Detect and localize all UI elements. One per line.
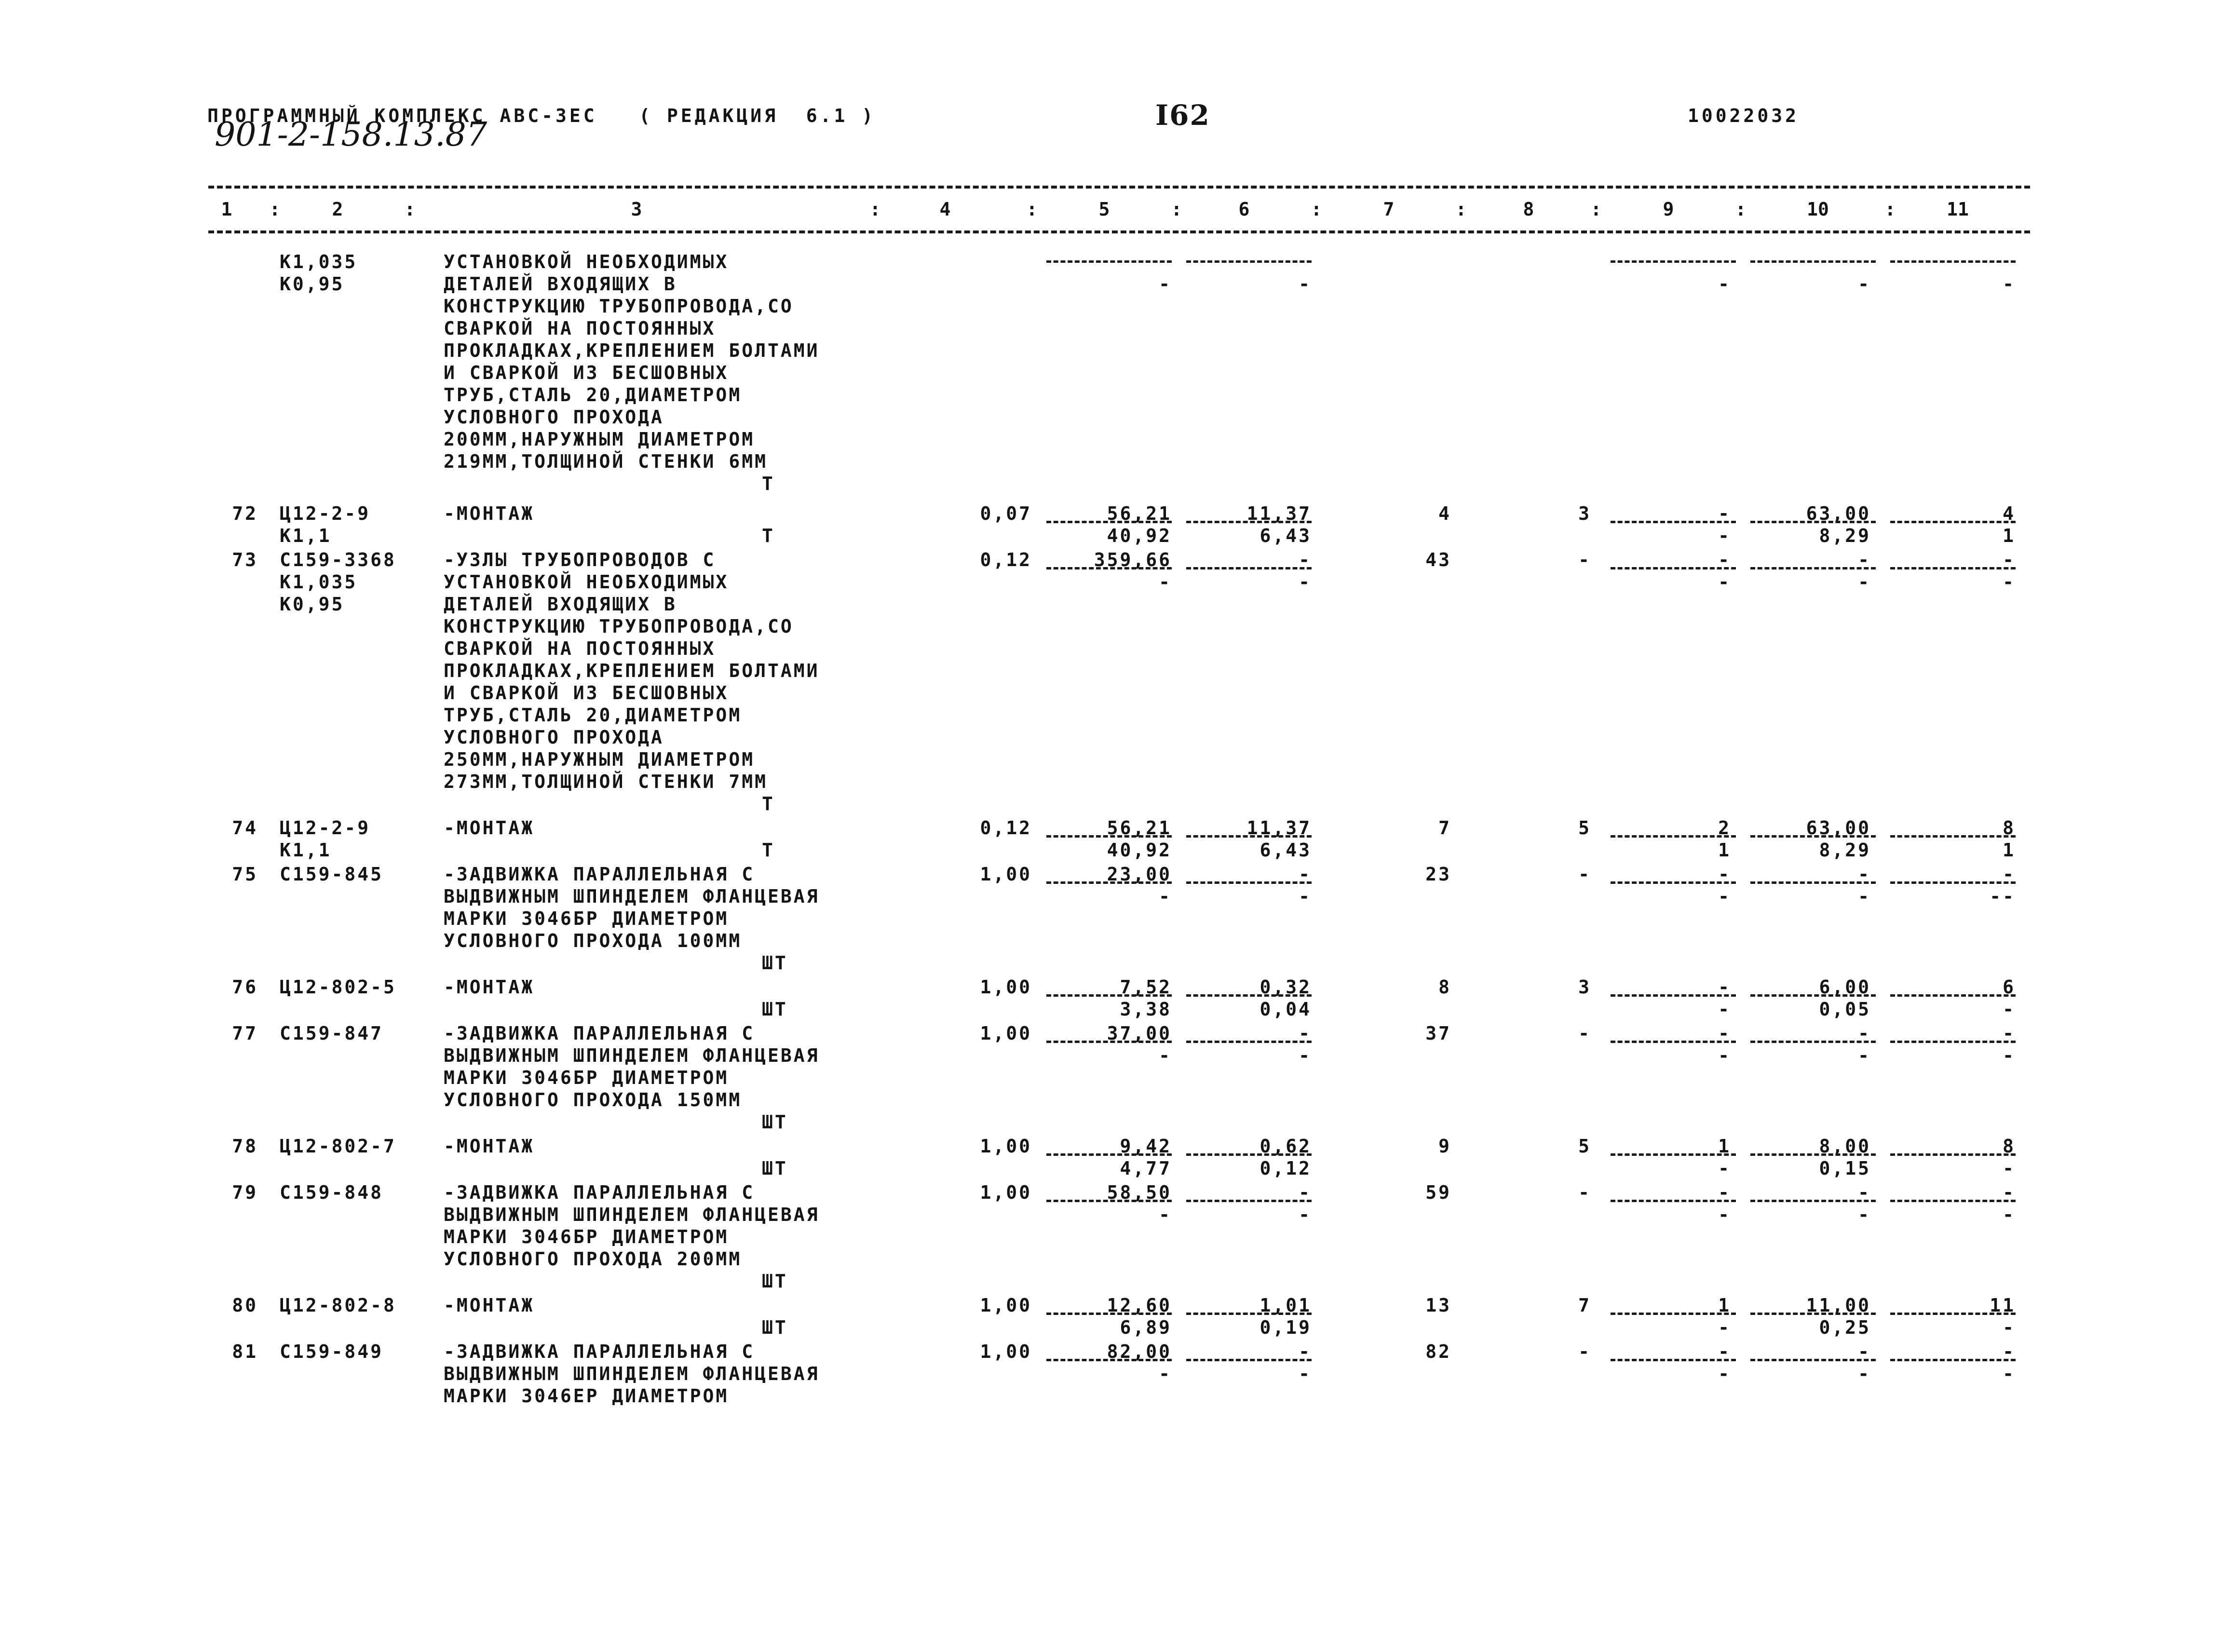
row-description: И СВАРКОЙ ИЗ БЕСШОВНЫХ <box>444 362 729 383</box>
row-code: Ц12-2-9 <box>280 817 371 839</box>
cell-c6b: - <box>1299 1204 1312 1225</box>
cell-underline-c9 <box>1611 1313 1736 1315</box>
row-description: ПРОКЛАДКАХ,КРЕПЛЕНИЕМ БОЛТАМИ <box>444 340 820 361</box>
column-header-1: 1 <box>221 199 232 220</box>
cell-c5b: - <box>1159 1045 1172 1066</box>
cell-c6: - <box>1299 1182 1312 1203</box>
cell-underline-c5 <box>1046 1041 1172 1043</box>
row-description: МАРКИ 3046БР ДИАМЕТРОМ <box>444 1226 729 1247</box>
cell-c4: 0,07 <box>980 503 1032 524</box>
cell-c10b: 0,15 <box>1819 1158 1871 1179</box>
cell-c9b: - <box>1718 1158 1731 1179</box>
cell-c9: - <box>1718 1023 1731 1044</box>
cell-underline-c6 <box>1186 1153 1312 1156</box>
cell-underline-c11 <box>1890 260 2016 263</box>
cell-c6b: 6,43 <box>1259 840 1312 861</box>
row-number: 78 <box>232 1136 258 1157</box>
cell-c11b: - <box>2003 273 2016 295</box>
cell-c11: - <box>2003 1341 2016 1362</box>
row-code: К1,035 <box>280 251 358 272</box>
row-description: УСЛОВНОГО ПРОХОДА 150ММ <box>444 1089 742 1110</box>
column-separator: : <box>404 199 416 220</box>
cell-c5b: 6,89 <box>1120 1317 1172 1338</box>
cell-underline-c10 <box>1750 835 1876 838</box>
cell-c9b: - <box>1718 1317 1731 1338</box>
row-description: -МОНТАЖ <box>444 976 535 998</box>
cell-underline-c5 <box>1046 567 1172 569</box>
cell-c7: 43 <box>1425 549 1451 570</box>
program-header: ПРОГРАММНЫЙ КОМПЛЕКС АВС-ЗЕС ( РЕДАКЦИЯ 6.1 ) <box>207 105 876 126</box>
cell-c5b: 40,92 <box>1107 525 1172 546</box>
cell-c4: 1,00 <box>980 976 1032 998</box>
row-description: 273ММ,ТОЛЩИНОЙ СТЕНКИ 7ММ <box>444 771 768 792</box>
row-number: 75 <box>232 864 258 885</box>
row-description: -ЗАДВИЖКА ПАРАЛЛЕЛЬНАЯ С <box>444 1182 755 1203</box>
cell-c11: - <box>2003 1182 2016 1203</box>
cell-underline-c9 <box>1611 881 1736 884</box>
cell-c6b: 0,12 <box>1259 1158 1312 1179</box>
cell-c11: 11 <box>1990 1295 2016 1316</box>
cell-c10: - <box>1858 1182 1871 1203</box>
cell-c4: 1,00 <box>980 1295 1032 1316</box>
cell-c10: - <box>1858 1023 1871 1044</box>
cell-underline-c9 <box>1611 1200 1736 1202</box>
cell-c9b: - <box>1718 1363 1731 1384</box>
cell-underline-c11 <box>1890 1359 2016 1361</box>
cell-underline-c6 <box>1186 260 1312 263</box>
row-code: С159-845 <box>280 864 384 885</box>
cell-c9: - <box>1718 549 1731 570</box>
row-description: ВЫДВИЖНЫМ ШПИНДЕЛЕМ ФЛАНЦЕВАЯ <box>444 1045 820 1066</box>
row-description: ВЫДВИЖНЫМ ШПИНДЕЛЕМ ФЛАНЦЕВАЯ <box>444 1363 820 1384</box>
row-description: КОНСТРУКЦИЮ ТРУБОПРОВОДА,СО <box>444 616 794 637</box>
cell-underline-c9 <box>1611 1359 1736 1361</box>
cell-underline-c11 <box>1890 994 2016 997</box>
cell-c5: 9,42 <box>1120 1136 1172 1157</box>
cell-c4: 0,12 <box>980 817 1032 839</box>
cell-c10: - <box>1858 864 1871 885</box>
row-unit: Т <box>762 525 775 546</box>
row-unit: ШТ <box>762 1158 788 1179</box>
cell-c5: 56,21 <box>1107 503 1172 524</box>
row-number: 73 <box>232 549 258 570</box>
row-unit: Т <box>762 840 775 861</box>
row-description: УСЛОВНОГО ПРОХОДА 200ММ <box>444 1248 742 1270</box>
row-code: С159-848 <box>280 1182 384 1203</box>
row-description: МАРКИ 3046ЕР ДИАМЕТРОМ <box>444 1385 729 1407</box>
cell-c4: 1,00 <box>980 864 1032 885</box>
row-description: ДЕТАЛЕЙ ВХОДЯЩИХ В <box>444 273 677 295</box>
row-code-coefficient: К1,1 <box>280 840 332 861</box>
cell-underline-c10 <box>1750 1200 1876 1202</box>
cell-c11b: - <box>2003 1317 2016 1338</box>
cell-underline-c5 <box>1046 1200 1172 1202</box>
cell-underline-c6 <box>1186 567 1312 569</box>
cell-c5b: - <box>1159 1363 1172 1384</box>
cell-underline-c11 <box>1890 1200 2016 1202</box>
row-description: -УЗЛЫ ТРУБОПРОВОДОВ С <box>444 549 716 570</box>
cell-underline-c11 <box>1890 881 2016 884</box>
cell-c4: 1,00 <box>980 1182 1032 1203</box>
cell-c11: 6 <box>2003 976 2016 998</box>
cell-c9b: - <box>1718 1045 1731 1066</box>
cell-c5: 12,60 <box>1107 1295 1172 1316</box>
cell-c10b: 8,29 <box>1819 525 1871 546</box>
row-number: 77 <box>232 1023 258 1044</box>
cell-underline-c11 <box>1890 1041 2016 1043</box>
cell-c4: 0,12 <box>980 549 1032 570</box>
cell-c8: 3 <box>1578 976 1591 998</box>
cell-underline-c6 <box>1186 1200 1312 1202</box>
row-description: СВАРКОЙ НА ПОСТОЯННЫХ <box>444 638 716 659</box>
cell-c6: - <box>1299 1023 1312 1044</box>
row-number: 72 <box>232 503 258 524</box>
cell-underline-c11 <box>1890 521 2016 523</box>
document-code: 10022032 <box>1688 105 1800 126</box>
row-description: ПРОКЛАДКАХ,КРЕПЛЕНИЕМ БОЛТАМИ <box>444 660 820 681</box>
cell-c6: 11,37 <box>1246 503 1312 524</box>
cell-c9: - <box>1718 864 1731 885</box>
cell-c9: 1 <box>1718 1136 1731 1157</box>
row-code-coefficient: К1,035 <box>280 571 358 593</box>
cell-c6: 0,62 <box>1259 1136 1312 1157</box>
cell-c10b: - <box>1858 1363 1871 1384</box>
column-header-4: 4 <box>939 199 951 220</box>
cell-underline-c11 <box>1890 567 2016 569</box>
cell-c5b: - <box>1159 571 1172 593</box>
row-unit: ШТ <box>762 1111 788 1133</box>
column-separator: : <box>1026 199 1038 220</box>
cell-c10b: - <box>1858 273 1871 295</box>
cell-c4: 1,00 <box>980 1136 1032 1157</box>
cell-c10b: - <box>1858 1045 1871 1066</box>
cell-c9b: - <box>1718 571 1731 593</box>
row-code: К0,95 <box>280 273 345 295</box>
cell-c5: 82,00 <box>1107 1341 1172 1362</box>
cell-c6b: 6,43 <box>1259 525 1312 546</box>
cell-c6b: 0,04 <box>1259 999 1312 1020</box>
cell-c9: 1 <box>1718 1295 1731 1316</box>
row-description: ТРУБ,СТАЛЬ 20,ДИАМЕТРОМ <box>444 384 742 406</box>
row-number: 76 <box>232 976 258 998</box>
cell-c10b: 0,25 <box>1819 1317 1871 1338</box>
cell-c9: 2 <box>1718 817 1731 839</box>
cell-c11: - <box>2003 864 2016 885</box>
cell-c8: - <box>1578 1023 1591 1044</box>
cell-c10: - <box>1858 1341 1871 1362</box>
cell-c11: 4 <box>2003 503 2016 524</box>
cell-underline-c5 <box>1046 1153 1172 1156</box>
cell-c5b: 40,92 <box>1107 840 1172 861</box>
cell-underline-c9 <box>1611 994 1736 997</box>
cell-underline-c6 <box>1186 1041 1312 1043</box>
column-separator: : <box>1311 199 1322 220</box>
cell-underline-c5 <box>1046 881 1172 884</box>
cell-c5b: 4,77 <box>1120 1158 1172 1179</box>
row-code: Ц12-802-7 <box>280 1136 396 1157</box>
column-separator: : <box>1171 199 1182 220</box>
row-code-coefficient: К0,95 <box>280 594 345 615</box>
cell-c8: - <box>1578 864 1591 885</box>
row-unit: Т <box>762 473 775 494</box>
cell-c5: 58,50 <box>1107 1182 1172 1203</box>
cell-c5b: - <box>1159 273 1172 295</box>
row-description: ДЕТАЛЕЙ ВХОДЯЩИХ В <box>444 594 677 615</box>
cell-c6: - <box>1299 549 1312 570</box>
cell-c7: 4 <box>1438 503 1451 524</box>
cell-c11b: - <box>2003 571 2016 593</box>
row-description: МАРКИ 3046БР ДИАМЕТРОМ <box>444 1067 729 1088</box>
page-number: I62 <box>1155 99 1210 132</box>
cell-c5: 23,00 <box>1107 864 1172 885</box>
row-description: -МОНТАЖ <box>444 503 535 524</box>
cell-c5: 37,00 <box>1107 1023 1172 1044</box>
cell-underline-c11 <box>1890 1313 2016 1315</box>
cell-underline-c6 <box>1186 881 1312 884</box>
cell-underline-c5 <box>1046 835 1172 838</box>
cell-c7: 9 <box>1438 1136 1451 1157</box>
cell-c7: 7 <box>1438 817 1451 839</box>
column-separator: : <box>1590 199 1602 220</box>
cell-c11b: 1 <box>2003 840 2016 861</box>
row-code: Ц12-802-5 <box>280 976 396 998</box>
column-header-7: 7 <box>1383 199 1395 220</box>
cell-underline-c10 <box>1750 260 1876 263</box>
cell-c6b: 0,19 <box>1259 1317 1312 1338</box>
cell-underline-c6 <box>1186 835 1312 838</box>
column-header-5: 5 <box>1098 199 1110 220</box>
row-code-coefficient: К1,1 <box>280 525 332 546</box>
row-description: -МОНТАЖ <box>444 1136 535 1157</box>
cell-c5b: - <box>1159 886 1172 907</box>
cell-c10: 63,00 <box>1806 503 1871 524</box>
cell-c10: 6,00 <box>1819 976 1871 998</box>
row-code: Ц12-802-8 <box>280 1295 396 1316</box>
cell-c10b: - <box>1858 1204 1871 1225</box>
cell-c6b: - <box>1299 571 1312 593</box>
cell-underline-c10 <box>1750 1041 1876 1043</box>
cell-c6: 0,32 <box>1259 976 1312 998</box>
cell-c6: 11,37 <box>1246 817 1312 839</box>
cell-c8: 5 <box>1578 1136 1591 1157</box>
cell-underline-c9 <box>1611 521 1736 523</box>
cell-c6b: - <box>1299 1045 1312 1066</box>
cell-c10: 11,00 <box>1806 1295 1871 1316</box>
column-header-10: 10 <box>1807 199 1829 220</box>
row-description: УСЛОВНОГО ПРОХОДА <box>444 406 664 428</box>
cell-c11: 8 <box>2003 817 2016 839</box>
cell-c8: - <box>1578 1182 1591 1203</box>
cell-c11: - <box>2003 1023 2016 1044</box>
column-header-2: 2 <box>332 199 343 220</box>
column-header-9: 9 <box>1663 199 1674 220</box>
cell-c6: - <box>1299 864 1312 885</box>
cell-underline-c10 <box>1750 881 1876 884</box>
row-description: -ЗАДВИЖКА ПАРАЛЛЕЛЬНАЯ С <box>444 864 755 885</box>
cell-underline-c5 <box>1046 260 1172 263</box>
cell-underline-c9 <box>1611 1153 1736 1156</box>
cell-c5: 359,66 <box>1094 549 1172 570</box>
cell-c11: 8 <box>2003 1136 2016 1157</box>
row-description: -ЗАДВИЖКА ПАРАЛЛЕЛЬНАЯ С <box>444 1341 755 1362</box>
row-description: СВАРКОЙ НА ПОСТОЯННЫХ <box>444 318 716 339</box>
row-description: КОНСТРУКЦИЮ ТРУБОПРОВОДА,СО <box>444 296 794 317</box>
row-code: С159-3368 <box>280 549 396 570</box>
cell-c4: 1,00 <box>980 1023 1032 1044</box>
cell-c6: 1,01 <box>1259 1295 1312 1316</box>
cell-c10: - <box>1858 549 1871 570</box>
cell-c5b: 3,38 <box>1120 999 1172 1020</box>
cell-c11b: - <box>2003 1204 2016 1225</box>
cell-underline-c9 <box>1611 835 1736 838</box>
cell-c9: - <box>1718 1341 1731 1362</box>
column-separator: : <box>269 199 281 220</box>
row-description: 219ММ,ТОЛЩИНОЙ СТЕНКИ 6ММ <box>444 451 768 472</box>
cell-underline-c6 <box>1186 1313 1312 1315</box>
cell-c10b: - <box>1858 886 1871 907</box>
cell-underline-c6 <box>1186 1359 1312 1361</box>
cell-c9: - <box>1718 976 1731 998</box>
row-number: 80 <box>232 1295 258 1316</box>
column-header-6: 6 <box>1238 199 1250 220</box>
cell-underline-c6 <box>1186 521 1312 523</box>
cell-c9b: - <box>1718 525 1731 546</box>
handwritten-reference: 901-2-158.13.87 <box>215 116 488 154</box>
cell-c9b: 1 <box>1718 840 1731 861</box>
cell-c10b: 8,29 <box>1819 840 1871 861</box>
cell-c8: 5 <box>1578 817 1591 839</box>
cell-underline-c10 <box>1750 1313 1876 1315</box>
cell-underline-c5 <box>1046 1359 1172 1361</box>
row-description: ВЫДВИЖНЫМ ШПИНДЕЛЕМ ФЛАНЦЕВАЯ <box>444 1204 820 1225</box>
column-header-3: 3 <box>631 199 642 220</box>
cell-c11b: 1 <box>2003 525 2016 546</box>
cell-underline-c10 <box>1750 521 1876 523</box>
cell-c6: - <box>1299 1341 1312 1362</box>
cell-c10b: 0,05 <box>1819 999 1871 1020</box>
row-number: 74 <box>232 817 258 839</box>
row-number: 81 <box>232 1341 258 1362</box>
row-description: МАРКИ 3046БР ДИАМЕТРОМ <box>444 908 729 929</box>
column-separator: : <box>1735 199 1747 220</box>
cell-c9: - <box>1718 503 1731 524</box>
cell-c6b: - <box>1299 886 1312 907</box>
cell-c9b: - <box>1718 1204 1731 1225</box>
cell-c10b: - <box>1858 571 1871 593</box>
column-separator: : <box>1455 199 1467 220</box>
cell-c7: 8 <box>1438 976 1451 998</box>
cell-c7: 82 <box>1425 1341 1451 1362</box>
column-separator: : <box>869 199 881 220</box>
cell-c11b: - <box>2003 999 2016 1020</box>
cell-c9b: - <box>1718 273 1731 295</box>
cell-c10: 8,00 <box>1819 1136 1871 1157</box>
cell-c11b: - <box>2003 1045 2016 1066</box>
cell-c11b: -- <box>1990 886 2016 907</box>
column-separator: : <box>1884 199 1896 220</box>
cell-c11: - <box>2003 549 2016 570</box>
cell-c6b: - <box>1299 273 1312 295</box>
cell-c5: 7,52 <box>1120 976 1172 998</box>
cell-underline-c11 <box>1890 835 2016 838</box>
cell-underline-c10 <box>1750 567 1876 569</box>
row-description: И СВАРКОЙ ИЗ БЕСШОВНЫХ <box>444 682 729 704</box>
cell-c8: 3 <box>1578 503 1591 524</box>
cell-underline-c5 <box>1046 1313 1172 1315</box>
cell-underline-c9 <box>1611 1041 1736 1043</box>
row-unit: ШТ <box>762 1317 788 1338</box>
cell-c11b: - <box>2003 1363 2016 1384</box>
cell-underline-c10 <box>1750 1359 1876 1361</box>
row-description: УСТАНОВКОЙ НЕОБХОДИМЫХ <box>444 251 729 272</box>
row-unit: ШТ <box>762 952 788 974</box>
cell-c9b: - <box>1718 999 1731 1020</box>
row-description: УСТАНОВКОЙ НЕОБХОДИМЫХ <box>444 571 729 593</box>
cell-underline-c10 <box>1750 994 1876 997</box>
row-description: ВЫДВИЖНЫМ ШПИНДЕЛЕМ ФЛАНЦЕВАЯ <box>444 886 820 907</box>
cell-c7: 59 <box>1425 1182 1451 1203</box>
row-unit: Т <box>762 793 775 814</box>
row-code: Ц12-2-9 <box>280 503 371 524</box>
cell-underline-c10 <box>1750 1153 1876 1156</box>
cell-c6b: - <box>1299 1363 1312 1384</box>
row-unit: ШТ <box>762 999 788 1020</box>
row-unit: ШТ <box>762 1271 788 1292</box>
cell-c9: - <box>1718 1182 1731 1203</box>
cell-underline-c5 <box>1046 994 1172 997</box>
cell-c5b: - <box>1159 1204 1172 1225</box>
cell-underline-c11 <box>1890 1153 2016 1156</box>
row-description: 200ММ,НАРУЖНЫМ ДИАМЕТРОМ <box>444 429 755 450</box>
cell-c5: 56,21 <box>1107 817 1172 839</box>
cell-c7: 37 <box>1425 1023 1451 1044</box>
column-header-11: 11 <box>1947 199 1969 220</box>
row-description: УСЛОВНОГО ПРОХОДА <box>444 727 664 748</box>
cell-c4: 1,00 <box>980 1341 1032 1362</box>
row-code: С159-849 <box>280 1341 384 1362</box>
cell-c7: 13 <box>1425 1295 1451 1316</box>
cell-underline-c6 <box>1186 994 1312 997</box>
cell-c7: 23 <box>1425 864 1451 885</box>
row-description: -МОНТАЖ <box>444 1295 535 1316</box>
cell-c9b: - <box>1718 886 1731 907</box>
row-code: С159-847 <box>280 1023 384 1044</box>
cell-c8: - <box>1578 549 1591 570</box>
cell-underline-c9 <box>1611 260 1736 263</box>
cell-c11b: - <box>2003 1158 2016 1179</box>
cell-underline-c5 <box>1046 521 1172 523</box>
cell-c10: 63,00 <box>1806 817 1871 839</box>
row-description: 250ММ,НАРУЖНЫМ ДИАМЕТРОМ <box>444 749 755 770</box>
row-description: -ЗАДВИЖКА ПАРАЛЛЕЛЬНАЯ С <box>444 1023 755 1044</box>
row-description: ТРУБ,СТАЛЬ 20,ДИАМЕТРОМ <box>444 704 742 726</box>
cell-c8: 7 <box>1578 1295 1591 1316</box>
row-description: УСЛОВНОГО ПРОХОДА 100ММ <box>444 930 742 951</box>
cell-underline-c9 <box>1611 567 1736 569</box>
column-header-8: 8 <box>1523 199 1534 220</box>
row-description: -МОНТАЖ <box>444 817 535 839</box>
cell-c8: - <box>1578 1341 1591 1362</box>
row-number: 79 <box>232 1182 258 1203</box>
